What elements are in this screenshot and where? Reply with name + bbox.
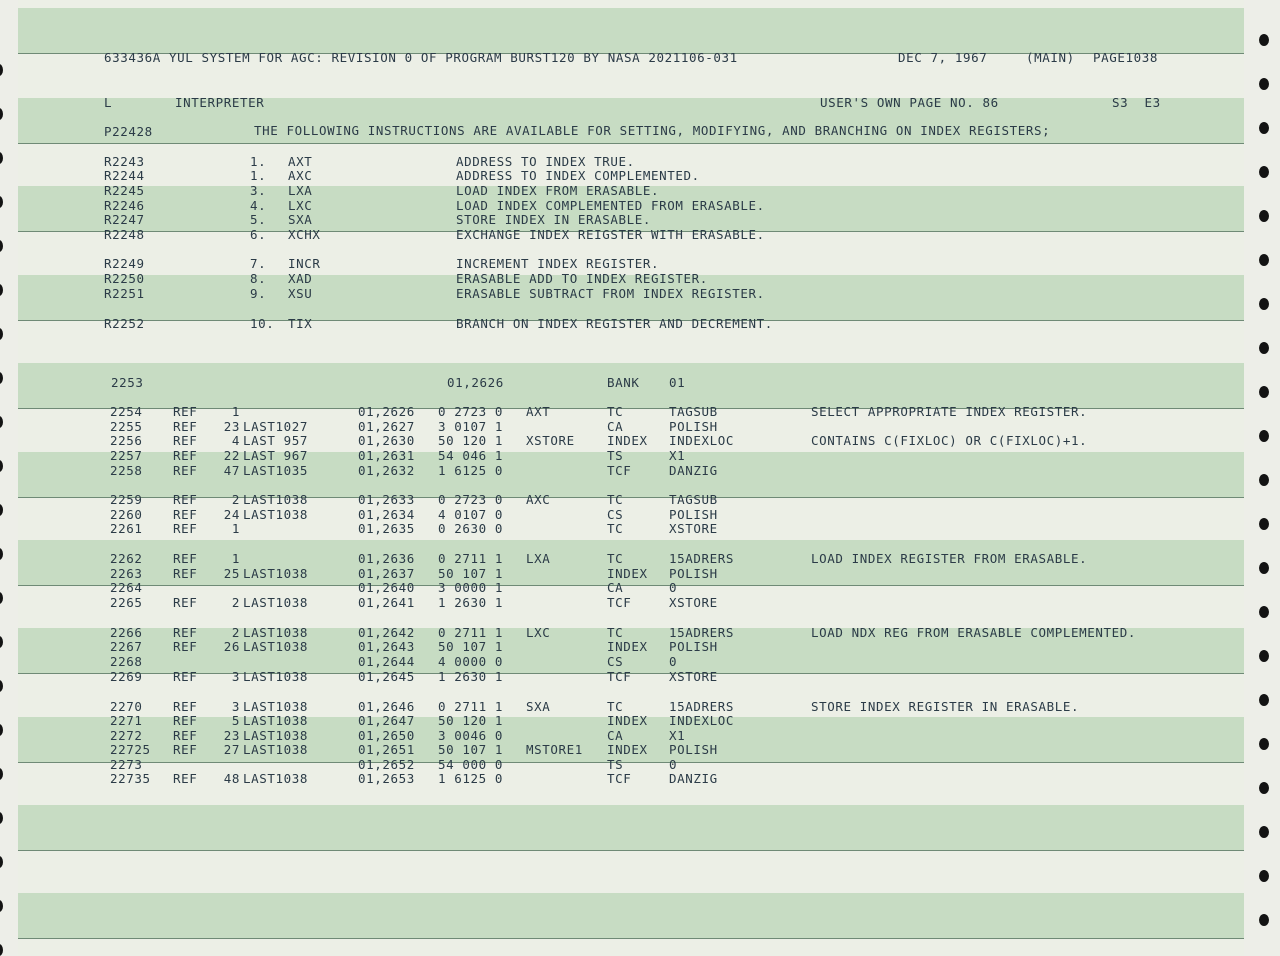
listing-operand: XSTORE [669,595,718,610]
listing-ref-count: 22 [223,448,240,463]
listing-operand: X1 [669,448,686,463]
instruction-number: 10. [250,316,275,331]
listing-octal-code: 1 6125 0 [438,771,504,786]
listing-label: LXC [526,625,551,640]
listing-opcode: TS [607,448,624,463]
listing-label: MSTORE1 [526,742,583,757]
feed-hole-right [1259,122,1269,134]
listing-line-number: 2270 [110,699,143,714]
listing-line-number: 2254 [110,404,143,419]
listing-octal-code: 1 6125 0 [438,463,504,478]
listing-ref-count: 3 [231,699,240,714]
feed-hole-right [1259,210,1269,222]
feed-hole-right [1259,78,1269,90]
listing-last-ref: LAST1038 [243,566,309,581]
listing-address: 01,2641 [358,595,415,610]
listing-operand: XSTORE [669,669,718,684]
instruction-number: 7. [250,256,267,271]
sheet-code: S3 E3 [1112,95,1161,110]
listing-opcode: TCF [607,669,632,684]
instruction-mnemonic: TIX [288,316,313,331]
listing-comment: CONTAINS C(FIXLOC) OR C(FIXLOC)+1. [811,433,1088,448]
instruction-number: 9. [250,286,267,301]
listing-last-ref: LAST1038 [243,669,309,684]
listing-ref-count: 2 [231,595,240,610]
listing-address: 01,2636 [358,551,415,566]
listing-address: 01,2647 [358,713,415,728]
listing-ref: REF [173,433,198,448]
listing-address: 01,2630 [358,433,415,448]
listing-last-ref: LAST1038 [243,625,309,640]
listing-address: 01,2627 [358,419,415,434]
instruction-mnemonic: SXA [288,212,313,227]
listing-operand: DANZIG [669,771,718,786]
instruction-description: BRANCH ON INDEX REGISTER AND DECREMENT. [456,316,773,331]
listing-ref: REF [173,669,198,684]
listing-address: 01,2646 [358,699,415,714]
listing-octal-code: 50 107 1 [438,639,504,654]
instruction-description: INCREMENT INDEX REGISTER. [456,256,660,271]
feed-hole-right [1259,386,1269,398]
listing-opcode: TC [607,404,624,419]
listing-operand: POLISH [669,566,718,581]
instruction-mnemonic: LXA [288,183,313,198]
listing-octal-code: 0 2711 1 [438,625,504,640]
header-title: 633436A YUL SYSTEM FOR AGC: REVISION 0 OF PROGRAM BURST120 BY NASA 2021106-031 [104,50,738,65]
instruction-description: ERASABLE SUBTRACT FROM INDEX REGISTER. [456,286,765,301]
listing-octal-code: 1 2630 1 [438,669,504,684]
listing-opcode: TC [607,492,624,507]
listing-address: 01,2637 [358,566,415,581]
listing-address: 01,2633 [358,492,415,507]
feed-hole-right [1259,826,1269,838]
instruction-description: ERASABLE ADD TO INDEX REGISTER. [456,271,708,286]
listing-comment: STORE INDEX REGISTER IN ERASABLE. [811,699,1080,714]
listing-operand: POLISH [669,419,718,434]
feed-hole-right [1259,298,1269,310]
listing-ref-count: 4 [231,433,240,448]
listing-ref-count: 48 [223,771,240,786]
listing-address: 01,2645 [358,669,415,684]
listing-octal-code: 50 120 1 [438,713,504,728]
header-main: (MAIN) [1026,50,1075,65]
listing-octal-code: 0 2723 0 [438,492,504,507]
listing-ref: REF [173,713,198,728]
listing-last-ref: LAST1038 [243,595,309,610]
intro-ref: P22428 [104,124,153,139]
feed-hole-right [1259,738,1269,750]
listing-last-ref: LAST 957 [243,433,309,448]
listing-ref: REF [173,728,198,743]
listing-line-number: 22725 [110,742,151,757]
listing-operand: POLISH [669,742,718,757]
listing-address: 01,2635 [358,521,415,536]
listing-octal-code: 0 2711 1 [438,699,504,714]
listing-last-ref: LAST1038 [243,699,309,714]
listing-last-ref: LAST1038 [243,713,309,728]
listing-opcode: TCF [607,595,632,610]
listing-line-number: 2267 [110,639,143,654]
instruction-number: 6. [250,227,267,242]
users-page-number: USER'S OWN PAGE NO. 86 [820,95,999,110]
listing-line-number: 22735 [110,771,151,786]
listing-line-number: 2273 [110,757,143,772]
listing-opcode: INDEX [607,433,648,448]
feed-hole-right [1259,166,1269,178]
listing-ref-count: 1 [231,521,240,536]
listing-line-number: 2269 [110,669,143,684]
listing-line-number: 2258 [110,463,143,478]
listing-line-number: 2272 [110,728,143,743]
listing-ref: REF [173,742,198,757]
listing-operand: POLISH [669,639,718,654]
listing-ref-count: 23 [223,728,240,743]
listing-last-ref: LAST 967 [243,448,309,463]
listing-comment: LOAD NDX REG FROM ERASABLE COMPLEMENTED. [811,625,1137,640]
listing-line-number: 2261 [110,521,143,536]
listing-label: LXA [526,551,551,566]
listing-ref: REF [173,566,198,581]
listing-comment: LOAD INDEX REGISTER FROM ERASABLE. [811,551,1088,566]
feed-hole-right [1259,914,1269,926]
bank-line-number: 2253 [111,375,144,390]
listing-operand: 15ADRERS [669,551,735,566]
listing-ref-count: 23 [223,419,240,434]
listing-address: 01,2643 [358,639,415,654]
listing-operand: INDEXLOC [669,433,735,448]
instruction-description: LOAD INDEX FROM ERASABLE. [456,183,660,198]
listing-operand: X1 [669,728,686,743]
listing-address: 01,2652 [358,757,415,772]
listing-octal-code: 4 0000 0 [438,654,504,669]
instruction-number: 5. [250,212,267,227]
instruction-ref: R2252 [104,316,145,331]
listing-operand: XSTORE [669,521,718,536]
instruction-ref: R2243 [104,154,145,169]
green-bar [18,8,1244,54]
feed-hole-right [1259,430,1269,442]
listing-ref-count: 24 [223,507,240,522]
instruction-description: ADDRESS TO INDEX COMPLEMENTED. [456,168,700,183]
header-page-number: PAGE1038 [1093,50,1159,65]
printout-page [18,0,1244,956]
instruction-description: EXCHANGE INDEX REIGSTER WITH ERASABLE. [456,227,765,242]
listing-octal-code: 3 0000 1 [438,580,504,595]
listing-octal-code: 1 2630 1 [438,595,504,610]
listing-comment: SELECT APPROPRIATE INDEX REGISTER. [811,404,1088,419]
listing-last-ref: LAST1038 [243,639,309,654]
listing-operand: POLISH [669,507,718,522]
instruction-ref: R2247 [104,212,145,227]
listing-ref: REF [173,639,198,654]
listing-ref: REF [173,507,198,522]
instruction-number: 4. [250,198,267,213]
feed-hole-right [1259,342,1269,354]
instruction-description: STORE INDEX IN ERASABLE. [456,212,652,227]
listing-octal-code: 54 000 0 [438,757,504,772]
listing-octal-code: 50 107 1 [438,742,504,757]
header-date: DEC 7, 1967 [898,50,988,65]
listing-octal-code: 0 2630 0 [438,521,504,536]
feed-hole-right [1259,694,1269,706]
listing-address: 01,2632 [358,463,415,478]
feed-hole-right [1259,562,1269,574]
listing-line-number: 2271 [110,713,143,728]
listing-opcode: TC [607,625,624,640]
listing-operand: DANZIG [669,463,718,478]
listing-line-number: 2260 [110,507,143,522]
listing-address: 01,2626 [358,404,415,419]
feed-hole-right [1259,254,1269,266]
listing-ref: REF [173,625,198,640]
listing-operand: 15ADRERS [669,699,735,714]
listing-address: 01,2642 [358,625,415,640]
listing-last-ref: LAST1038 [243,728,309,743]
listing-opcode: CS [607,654,624,669]
instruction-description: LOAD INDEX COMPLEMENTED FROM ERASABLE. [456,198,765,213]
feed-hole-right [1259,606,1269,618]
listing-label: AXC [526,492,551,507]
listing-opcode: CS [607,507,624,522]
listing-ref-count: 27 [223,742,240,757]
listing-octal-code: 54 046 1 [438,448,504,463]
listing-address: 01,2640 [358,580,415,595]
listing-opcode: CA [607,728,624,743]
instruction-mnemonic: LXC [288,198,313,213]
listing-line-number: 2257 [110,448,143,463]
listing-octal-code: 4 0107 0 [438,507,504,522]
feed-hole-right [1259,870,1269,882]
listing-ref-count: 2 [231,492,240,507]
intro-text: THE FOLLOWING INSTRUCTIONS ARE AVAILABLE FOR SETTING, MODIFYING, AND BRANCHING ON INDEX REGISTERS; [254,123,1051,138]
listing-ref-count: 47 [223,463,240,478]
instruction-ref: R2251 [104,286,145,301]
listing-address: 01,2653 [358,771,415,786]
listing-operand: 0 [669,654,678,669]
listing-line-number: 2265 [110,595,143,610]
instruction-ref: R2244 [104,168,145,183]
instruction-mnemonic: AXC [288,168,313,183]
instruction-number: 1. [250,154,267,169]
listing-line-number: 2259 [110,492,143,507]
listing-opcode: TC [607,521,624,536]
listing-ref: REF [173,699,198,714]
listing-octal-code: 3 0046 0 [438,728,504,743]
listing-opcode: TC [607,699,624,714]
listing-ref: REF [173,595,198,610]
feed-hole-right [1259,474,1269,486]
listing-label: XSTORE [526,433,575,448]
listing-operand: TAGSUB [669,492,718,507]
bank-directive: BANK [607,375,640,390]
bank-line-address: 01,2626 [447,375,504,390]
listing-ref-count: 1 [231,551,240,566]
instruction-number: 8. [250,271,267,286]
instruction-number: 3. [250,183,267,198]
listing-address: 01,2634 [358,507,415,522]
listing-last-ref: LAST1027 [243,419,309,434]
listing-octal-code: 0 2723 0 [438,404,504,419]
listing-opcode: TC [607,551,624,566]
listing-line-number: 2255 [110,419,143,434]
listing-ref: REF [173,551,198,566]
listing-opcode: CA [607,580,624,595]
listing-address: 01,2644 [358,654,415,669]
green-bar [18,805,1244,851]
listing-octal-code: 50 107 1 [438,566,504,581]
listing-ref-count: 2 [231,625,240,640]
listing-opcode: TCF [607,463,632,478]
instruction-ref: R2246 [104,198,145,213]
listing-ref: REF [173,404,198,419]
listing-octal-code: 0 2711 1 [438,551,504,566]
section-name: INTERPRETER [175,95,265,110]
listing-ref-count: 26 [223,639,240,654]
listing-octal-code: 50 120 1 [438,433,504,448]
listing-opcode: INDEX [607,639,648,654]
listing-octal-code: 3 0107 1 [438,419,504,434]
listing-last-ref: LAST1038 [243,742,309,757]
listing-line-number: 2263 [110,566,143,581]
feed-hole-right [1259,34,1269,46]
listing-opcode: TS [607,757,624,772]
instruction-mnemonic: INCR [288,256,321,271]
listing-ref-count: 25 [223,566,240,581]
listing-line-number: 2256 [110,433,143,448]
listing-ref: REF [173,419,198,434]
instruction-ref: R2250 [104,271,145,286]
instruction-description: ADDRESS TO INDEX TRUE. [456,154,635,169]
listing-address: 01,2631 [358,448,415,463]
section-code: L [104,95,113,110]
listing-operand: 15ADRERS [669,625,735,640]
left-paper-margin [0,0,18,956]
listing-last-ref: LAST1038 [243,771,309,786]
instruction-mnemonic: AXT [288,154,313,169]
listing-opcode: INDEX [607,713,648,728]
instruction-ref: R2249 [104,256,145,271]
instruction-number: 1. [250,168,267,183]
feed-hole-right [1259,518,1269,530]
listing-ref: REF [173,448,198,463]
listing-ref: REF [173,463,198,478]
listing-line-number: 2266 [110,625,143,640]
listing-opcode: CA [607,419,624,434]
listing-address: 01,2650 [358,728,415,743]
listing-operand: TAGSUB [669,404,718,419]
green-bar [18,893,1244,939]
listing-ref-count: 1 [231,404,240,419]
listing-ref: REF [173,771,198,786]
listing-line-number: 2268 [110,654,143,669]
instruction-mnemonic: XCHX [288,227,321,242]
listing-opcode: INDEX [607,742,648,757]
listing-last-ref: LAST1038 [243,507,309,522]
instruction-mnemonic: XAD [288,271,313,286]
listing-operand: INDEXLOC [669,713,735,728]
listing-opcode: INDEX [607,566,648,581]
instruction-mnemonic: XSU [288,286,313,301]
listing-operand: 0 [669,580,678,595]
listing-label: AXT [526,404,551,419]
listing-opcode: TCF [607,771,632,786]
bank-operand: 01 [669,375,686,390]
listing-line-number: 2264 [110,580,143,595]
listing-ref-count: 3 [231,669,240,684]
instruction-ref: R2248 [104,227,145,242]
listing-ref: REF [173,521,198,536]
listing-ref: REF [173,492,198,507]
listing-ref-count: 5 [231,713,240,728]
listing-last-ref: LAST1038 [243,492,309,507]
listing-label: SXA [526,699,551,714]
listing-last-ref: LAST1035 [243,463,309,478]
instruction-ref: R2245 [104,183,145,198]
listing-address: 01,2651 [358,742,415,757]
feed-hole-right [1259,782,1269,794]
listing-operand: 0 [669,757,678,772]
feed-hole-right [1259,650,1269,662]
listing-line-number: 2262 [110,551,143,566]
